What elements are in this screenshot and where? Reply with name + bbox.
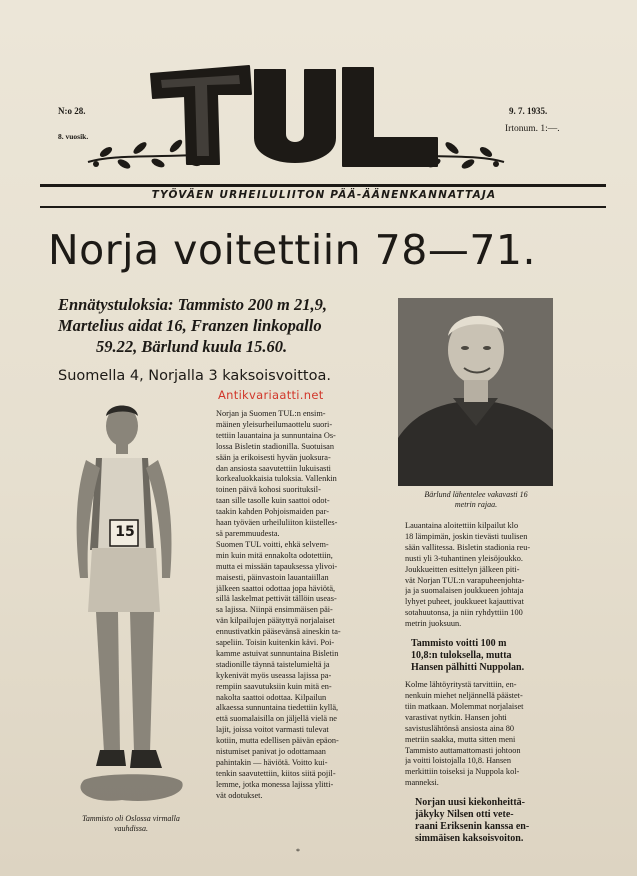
athlete-bib-number: 15: [115, 524, 135, 540]
text-line: varastivat nytkin. Hansen johti: [405, 712, 507, 722]
text-line: manneksi.: [405, 778, 439, 788]
column-end-mark: *: [296, 847, 300, 856]
caption-line: Tammisto oli Oslossa virmalla: [82, 814, 180, 823]
text-line: Suomen TUL voitti, ehkä selvem-: [216, 539, 329, 549]
article-column-1: [216, 409, 388, 802]
bottom-rule: [40, 206, 606, 208]
text-line: nenkuin miehet neljännellä päästet-: [405, 690, 523, 700]
text-line: Hansen pälhitti Nuppolan.: [411, 662, 525, 674]
caption-left: [56, 814, 206, 834]
text-line: jäkyky Nilsen otti vete-: [415, 809, 514, 821]
text-line: Tammisto voitti 100 m: [411, 638, 507, 650]
text-line: rempiin saavutuksiin kuin mitä en-: [216, 681, 332, 691]
text-line: jälkeen saattoi odottaa jopa häviötä,: [216, 583, 336, 593]
text-line: korkealuokkaisia tuloksia. Vallenkin: [216, 474, 337, 484]
text-line: Tammisto auttamattomasti johtoon: [405, 745, 521, 755]
caption-right: [400, 490, 552, 510]
text-line: ja voitti loistojalla 10,8. Hansen: [405, 756, 512, 766]
issue-volume: 8. vuosik.: [58, 132, 89, 141]
text-line: sään ja erikoisesti hyvän juoksura-: [216, 452, 331, 462]
text-line: savistuslähtönsä ansiosta aina 80: [405, 723, 514, 733]
issue-price: Irtonum. 1:—.: [505, 124, 560, 134]
text-line: haan työväen urheiluliiton kiistelles-: [216, 518, 338, 528]
text-line: min kuin mitä ennakolta odotettiin,: [216, 550, 333, 560]
text-line: raani Eriksenin kanssa en-: [415, 821, 530, 833]
text-line: 18 lämpimän, joskin tievästi tuulisen: [405, 531, 528, 541]
portrait-figure: [398, 298, 553, 486]
text-line: Norjan ja Suomen TUL:n ensim-: [216, 409, 326, 418]
caption-line: vauhdissa.: [114, 824, 148, 833]
watermark-text: Antikvariaatti.net: [218, 388, 324, 402]
text-line: taakin kahden Pohjoismaiden par-: [216, 507, 329, 517]
masthead-tagline: TYÖVÄEN URHEILULIITON PÄÄ-ÄÄNENKANNATTAJA: [151, 189, 497, 201]
text-line: vät odotukset.: [216, 790, 263, 800]
text-line: vät Norjan TUL:n varapuheenjohta-: [405, 575, 525, 585]
text-line: kamme astuivat sunnuntaina Bisletin: [216, 648, 339, 658]
text-line: metrin juoksuun.: [405, 619, 462, 629]
text-line: sä paremmuudesta.: [216, 528, 280, 538]
text-line: sotahuutonsa, ja niin ryhdyttiin 100: [405, 608, 523, 618]
text-line: sapeliin. Toisin kuitenkin kävi. Poi-: [216, 638, 335, 648]
subheading-discus: [415, 797, 560, 845]
issue-number: N:o 28.: [58, 106, 86, 116]
text-line: maisesti, päinvastoin lauantaiillan: [216, 572, 329, 582]
text-line: nakolta saattoi odottaa. Kilpailun: [216, 692, 327, 702]
text-line: lyhyet puheet, joukkueet kajauttivat: [405, 597, 524, 607]
subhead-line: 59.22, Bärlund kuula 15.60.: [96, 337, 288, 356]
text-line: lemme, jotka monessa lajissa ylitti-: [216, 779, 334, 789]
text-line: ja ja suomalaisen joukkueen johtaja: [405, 586, 524, 596]
text-line: ennustivatkin pääsevänsä aineskin ta-: [216, 627, 341, 637]
text-line: mäinen yleisurheilumaottelu suori-: [216, 419, 333, 429]
article-column-2: [405, 521, 560, 845]
text-line: tiin matkaan. Molemmat norjalaiset: [405, 701, 524, 711]
text-line: toinen päivä kohosi suorituksil-: [216, 485, 321, 495]
text-line: pahintakin — häviötä. Voitto kui-: [216, 758, 328, 767]
text-line: metriin saakka, mutta sitten meni: [405, 734, 516, 744]
paragraph-opening: [405, 521, 560, 630]
caption-line: metrin rajaa.: [454, 500, 498, 509]
text-line: alkaessa sunnuntaina tiedettiin kyllä,: [216, 703, 339, 713]
text-line: simmäisen kaksoisvoiton.: [415, 833, 524, 845]
text-line: merkittiin toiseksi ja Nuppola kol-: [405, 767, 520, 777]
text-line: sään vallitessa. Bisletin stadionia reu-: [405, 542, 531, 552]
text-line: lossa Bisletin stadionilla. Suotuisan: [216, 441, 334, 451]
subhead: [58, 294, 388, 357]
text-line: Norjan uusi kiekonheittä-: [415, 797, 526, 809]
masthead-logo: [145, 64, 445, 170]
subheading-100m: [411, 638, 560, 674]
text-line: kykenivät myös useassa lajissa pa-: [216, 670, 332, 680]
headline: Norja voitettiin 78—71.: [48, 226, 537, 274]
top-rule: [40, 184, 606, 187]
text-line: sillä laskelmat pettivät tällöin useas-: [216, 594, 337, 604]
subhead-secondary: Suomella 4, Norjalla 3 kaksoisvoittoa.: [58, 368, 331, 384]
text-line: nistumiset panivat jo odottamaan: [216, 747, 326, 757]
caption-line: Bärlund lähentelee vakavasti 16: [424, 490, 528, 499]
text-line: vän kilpailujen päätyttyä norjalaiset: [216, 616, 335, 626]
photo-tammisto: [62, 400, 194, 810]
text-line: nusti yli 3-tuhantinen yleisöjoukko.: [405, 553, 523, 563]
text-line: Lauantaina aloitettiin kilpailut klo: [405, 521, 519, 530]
issue-date: 9. 7. 1935.: [509, 106, 548, 116]
text-line: dan ansiosta saavutettiin lukuisasti: [216, 463, 331, 473]
paragraph-100m: [405, 680, 560, 789]
subhead-line: Ennätystuloksia: Tammisto 200 m 21,9,: [58, 295, 327, 314]
text-line: stadionille täynnä taistelumieltä ja: [216, 659, 330, 669]
text-line: 10,8:n tuloksella, mutta: [411, 650, 512, 662]
photo-barlund: [398, 298, 553, 486]
text-line: taan sille tasolle kuin saattoi odot-: [216, 496, 330, 506]
text-line: Joukkueitten esittelyn jälkeen piti-: [405, 564, 520, 574]
text-line: sa lajissa. Niinpä ensimmäisen päi-: [216, 605, 333, 615]
text-line: kotiin, mutta edellisen päivän epäon-: [216, 736, 339, 746]
text-line: Kolme lähtöyritystä tarvittiin, en-: [405, 680, 517, 690]
text-line: mutta ei missään tapauksessa ylivoi-: [216, 561, 338, 571]
text-line: että suomalaisilla on jäljellä vielä ne: [216, 714, 337, 724]
text-line: lajit, joissa voitot varmasti tulevat: [216, 725, 329, 735]
subhead-line: Martelius aidat 16, Franzen linkopallo: [58, 316, 322, 335]
text-line: tenkin saavutettiin, kiitos siitä pojil-: [216, 768, 336, 778]
text-line: tettiin lauantaina ja sunnuntaina Os-: [216, 430, 336, 440]
